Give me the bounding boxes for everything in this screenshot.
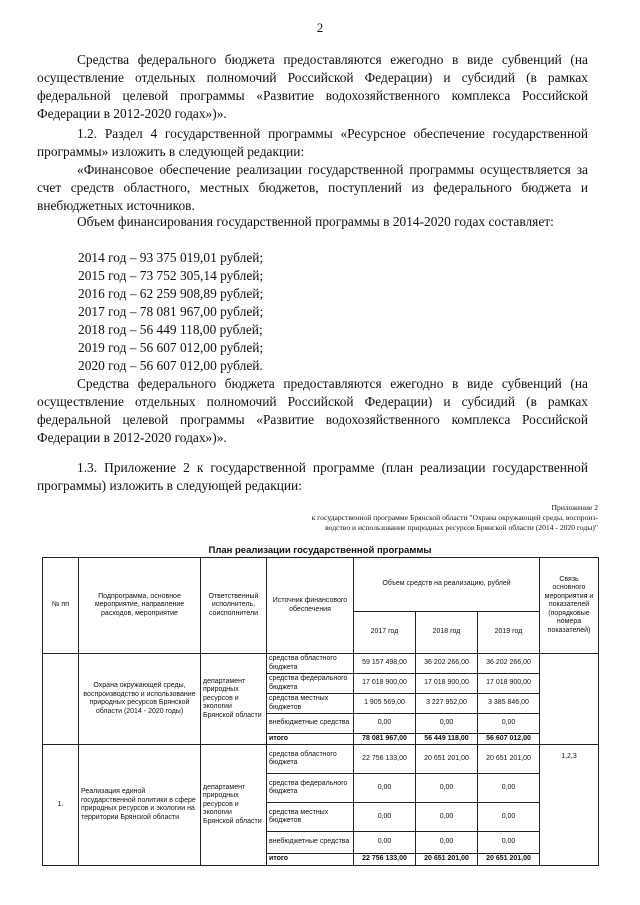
row-source: средства федерального бюджета [267,674,354,694]
header-2018: 2018 год [416,612,478,654]
header-num: № пп [43,558,79,654]
row-source: средства федерального бюджета [267,774,354,803]
value-2017: 59 157 498,00 [354,654,416,674]
value-2019: 20 651 201,00 [478,854,540,866]
value-2017: 0,00 [354,803,416,832]
paragraph-federal-funds-2: Средства федерального бюджета предоставляются ежегодно в виде субвенций (на осуществление отдельных полномочий Российской Федерации) и субсидий (в рамках федеральной целевой программы «Развитие водохозяйственного комплекса Российской Федерации в 2012-2020 годах»)». [37,376,588,445]
value-2017: 78 081 967,00 [354,734,416,745]
value-2017: 22 756 133,00 [354,745,416,774]
value-2017: 0,00 [354,714,416,734]
plan-table [42,557,599,866]
header-subprogram: Подпрограмма, основное мероприятие, направление расходов, мероприятие [79,558,201,654]
header-2019: 2019 год [478,612,540,654]
value-2018: 0,00 [416,803,478,832]
header-responsible: Ответственный исполнитель, соисполнители [201,558,267,654]
row-num [43,654,79,745]
row-subprogram: Реализация единой государственной политики в сфере природных ресурсов и экологии на территории Брянской области [79,745,201,866]
table-row [43,654,599,674]
row-source: итого [267,734,354,745]
row-source: итого [267,854,354,866]
row-source: внебюджетные средства [267,714,354,734]
appendix-line: водство и использование природных ресурсов Брянской области (2014 - 2020 годы)" [325,523,598,532]
value-2019: 36 202 266,00 [478,654,540,674]
year-line: 2019 год – 56 607 012,00 рублей; [78,340,264,355]
value-2017: 17 018 900,00 [354,674,416,694]
value-2019: 20 651 201,00 [478,745,540,774]
year-line: 2016 год – 62 259 908,89 рублей; [78,286,264,301]
value-2018: 17 018 900,00 [416,674,478,694]
value-2018: 0,00 [416,714,478,734]
value-2019: 0,00 [478,803,540,832]
value-2017: 22 756 133,00 [354,854,416,866]
appendix-line: Приложение 2 [551,503,598,512]
value-2018: 20 651 201,00 [416,854,478,866]
paragraph-financing-volume: Объем финансирования государственной программы в 2014-2020 годах составляет: [77,214,554,229]
value-2018: 56 449 118,00 [416,734,478,745]
header-volume: Объем средств на реализацию, рублей [354,558,540,612]
row-link: 1,2,3 [540,745,599,866]
plan-title: План реализации государственной программы [208,545,432,556]
appendix-caption [312,503,598,533]
appendix-line: к государственной программе Брянской области "Охрана окружающей среды, воспроиз- [311,513,598,522]
row-source: средства областного бюджета [267,654,354,674]
year-line: 2015 год – 73 752 305,14 рублей; [78,268,264,283]
year-line: 2017 год – 78 081 967,00 рублей; [78,304,264,319]
value-2018: 3 227 952,00 [416,694,478,714]
value-2018: 0,00 [416,774,478,803]
row-num: 1. [43,745,79,866]
page-number: 2 [316,20,324,35]
row-responsible: департамент природных ресурсов и экологии Брянской области [201,654,267,745]
value-2018: 20 651 201,00 [416,745,478,774]
row-responsible: департамент природных ресурсов и экологии Брянской области [201,745,267,866]
year-line: 2020 год – 56 607 012,00 рублей. [78,358,263,373]
table-row [43,745,599,774]
value-2019: 17 018 900,00 [478,674,540,694]
year-line: 2014 год – 93 375 019,01 рублей; [78,250,264,265]
value-2019: 0,00 [478,832,540,854]
value-2019: 56 607 012,00 [478,734,540,745]
header-link: Связь основного мероприятия и показателей (порядковые номера показателей) [540,558,599,654]
header-2017: 2017 год [354,612,416,654]
value-2018: 0,00 [416,832,478,854]
year-line: 2018 год – 56 449 118,00 рублей; [78,322,263,337]
value-2017: 0,00 [354,774,416,803]
paragraph-financing-sources: «Финансовое обеспечение реализации государственной программы осуществляется за счет средств областного, местных бюджетов, поступлений из федерального бюджета и внебюджетных источников. [37,162,588,213]
paragraph-federal-funds-1: Средства федерального бюджета предоставляются ежегодно в виде субвенций (на осуществление отдельных полномочий Российской Федерации) и субсидий (в рамках федеральной целевой программы «Развитие водохозяйственного комплекса Российской Федерации в 2012-2020 годах»)». [37,52,588,121]
value-2017: 0,00 [354,832,416,854]
row-link [540,654,599,745]
value-2017: 1 905 569,00 [354,694,416,714]
paragraph-section-4-intro: 1.2. Раздел 4 государственной программы «Ресурсное обеспечение государственной программы» изложить в следующей редакции: [37,126,588,159]
yearly-funding-list [78,249,263,375]
paragraph-appendix-intro: 1.3. Приложение 2 к государственной программе (план реализации государственной программы) изложить в следующей редакции: [37,460,588,493]
value-2019: 3 385 846,00 [478,694,540,714]
table-header-row [43,558,599,612]
row-source: внебюджетные средства [267,832,354,854]
row-source: средства областного бюджета [267,745,354,774]
row-source: средства местных бюджетов [267,694,354,714]
value-2019: 0,00 [478,714,540,734]
value-2018: 36 202 266,00 [416,654,478,674]
row-source: средства местных бюджетов [267,803,354,832]
row-subprogram: Охрана окружающей среды, воспроизводство и использование природных ресурсов Брянской области (2014 - 2020 годы) [79,654,201,745]
value-2019: 0,00 [478,774,540,803]
header-source: Источник финансового обеспечения [267,558,354,654]
